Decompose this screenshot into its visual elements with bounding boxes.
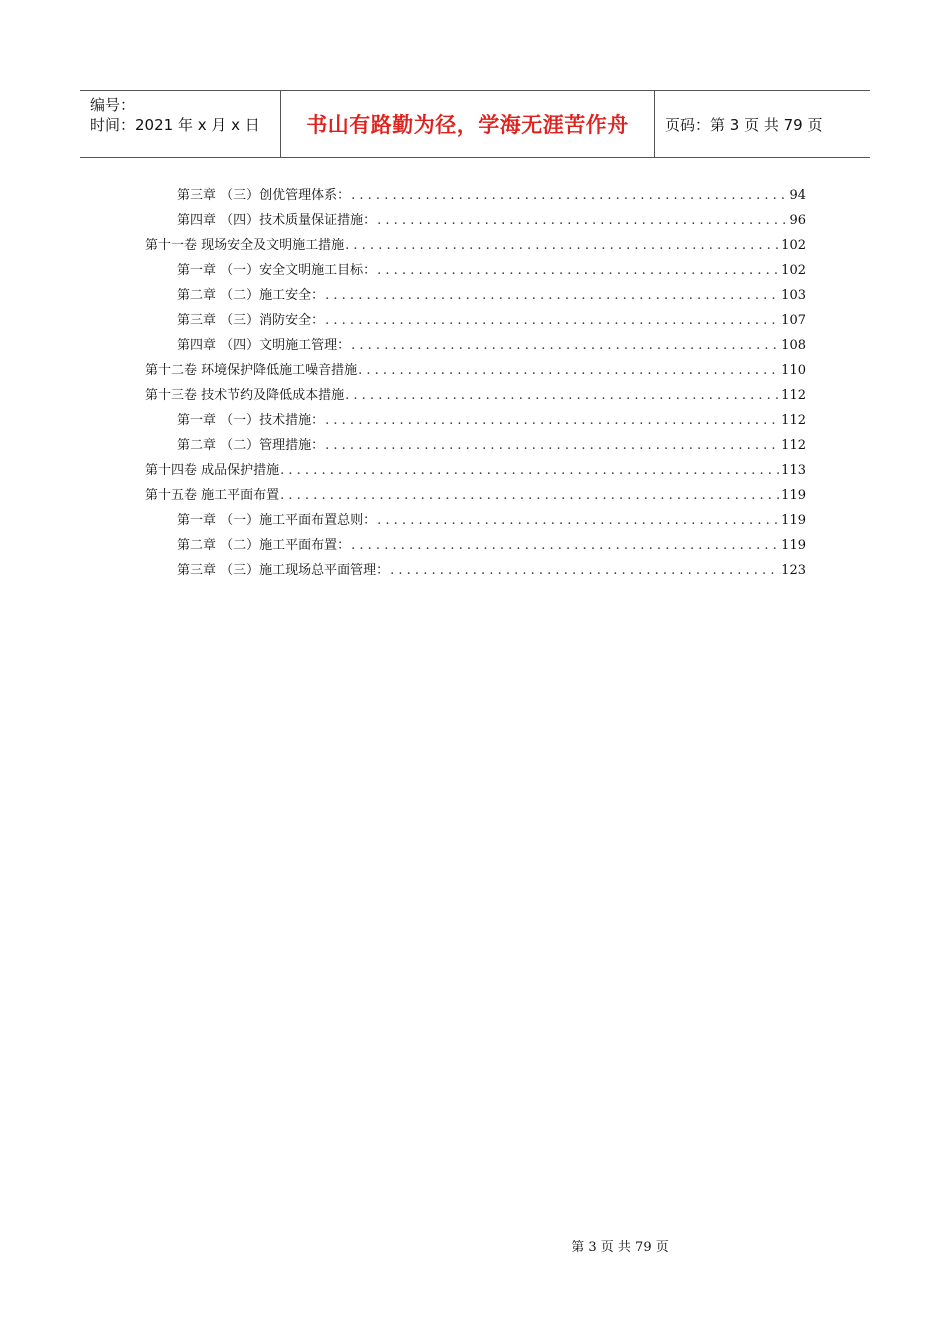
toc-entry[interactable] <box>145 459 806 481</box>
toc-entry[interactable] <box>145 359 806 381</box>
toc-entry[interactable] <box>177 509 806 531</box>
toc-entry-title: 第一章 （一）施工平面布置总则： <box>177 513 377 528</box>
toc-entry[interactable] <box>177 184 806 206</box>
toc-dot-leader <box>377 213 788 228</box>
page-header <box>80 90 870 158</box>
toc-entry-page: 107 <box>781 313 806 328</box>
header-meta <box>80 91 281 157</box>
toc-entry-title: 第十二卷 环境保护降低施工噪音措施 <box>145 363 358 378</box>
toc-entry-page: 102 <box>781 263 806 278</box>
toc-entry-page: 96 <box>789 213 806 228</box>
motto-text: 书山有路勤为径，学海无涯苦作舟 <box>306 113 629 137</box>
toc-entry-title: 第十三卷 技术节约及降低成本措施 <box>145 388 345 403</box>
toc-entry-title: 第三章 （三）创优管理体系： <box>177 188 351 203</box>
toc-entry[interactable] <box>177 259 806 281</box>
toc-entry-page: 110 <box>781 363 806 378</box>
toc-dot-leader <box>351 188 788 203</box>
toc-dot-leader <box>390 563 780 578</box>
header-motto <box>281 91 655 157</box>
toc-dot-leader <box>351 538 780 553</box>
toc-dot-leader <box>377 513 780 528</box>
toc-dot-leader <box>280 488 780 503</box>
toc-entry-title: 第二章 （二）施工平面布置： <box>177 538 351 553</box>
toc-entry[interactable] <box>177 559 806 581</box>
toc-entry-page: 113 <box>781 463 806 478</box>
toc-entry[interactable] <box>177 209 806 231</box>
toc-entry[interactable] <box>145 234 806 256</box>
toc-dot-leader <box>345 388 780 403</box>
toc-entry-page: 103 <box>781 288 806 303</box>
toc-entry[interactable] <box>177 334 806 356</box>
toc-dot-leader <box>358 363 780 378</box>
toc-entry-title: 第三章 （三）消防安全： <box>177 313 325 328</box>
toc-dot-leader <box>325 413 780 428</box>
toc-dot-leader <box>345 238 780 253</box>
toc-entry-title: 第一章 （一）安全文明施工目标： <box>177 263 377 278</box>
toc-entry-title: 第一章 （一）技术措施： <box>177 413 325 428</box>
toc-entry[interactable] <box>177 309 806 331</box>
toc-entry-title: 第四章 （四）文明施工管理： <box>177 338 351 353</box>
toc-entry-page: 119 <box>781 538 806 553</box>
toc-entry-page: 108 <box>781 338 806 353</box>
toc-entry-page: 119 <box>781 488 806 503</box>
toc-entry-page: 112 <box>781 388 806 403</box>
toc-entry-title: 第二章 （二）施工安全： <box>177 288 325 303</box>
toc-dot-leader <box>351 338 780 353</box>
toc-entry-title: 第十一卷 现场安全及文明施工措施 <box>145 238 345 253</box>
toc-entry-page: 102 <box>781 238 806 253</box>
toc-entry-title: 第十五卷 施工平面布置 <box>145 488 280 503</box>
page-footer: 第 3 页 共 79 页 <box>571 1240 669 1255</box>
toc-entry-page: 112 <box>781 413 806 428</box>
toc-dot-leader <box>280 463 780 478</box>
toc-entry-page: 112 <box>781 438 806 453</box>
document-date: 时间：2021 年 x 月 x 日 <box>90 116 260 134</box>
toc-entry-page: 94 <box>789 188 806 203</box>
toc-entry[interactable] <box>145 384 806 406</box>
document-number-label: 编号： <box>90 96 136 114</box>
toc-entry[interactable] <box>177 434 806 456</box>
toc-dot-leader <box>325 438 780 453</box>
toc-entry-title: 第三章 （三）施工现场总平面管理： <box>177 563 390 578</box>
toc-entry[interactable] <box>177 409 806 431</box>
toc-entry-title: 第十四卷 成品保护措施 <box>145 463 280 478</box>
header-page-info: 页码：第 3 页 共 79 页 <box>665 115 823 134</box>
toc-dot-leader <box>325 288 780 303</box>
toc-entry-page: 119 <box>781 513 806 528</box>
toc-entry[interactable] <box>177 284 806 306</box>
toc-dot-leader <box>377 263 780 278</box>
toc-entry[interactable] <box>177 534 806 556</box>
toc-entry-page: 123 <box>781 563 806 578</box>
toc-dot-leader <box>325 313 780 328</box>
toc-entry[interactable] <box>145 484 806 506</box>
toc-entry-title: 第二章 （二）管理措施： <box>177 438 325 453</box>
toc-entry-title: 第四章 （四）技术质量保证措施： <box>177 213 377 228</box>
